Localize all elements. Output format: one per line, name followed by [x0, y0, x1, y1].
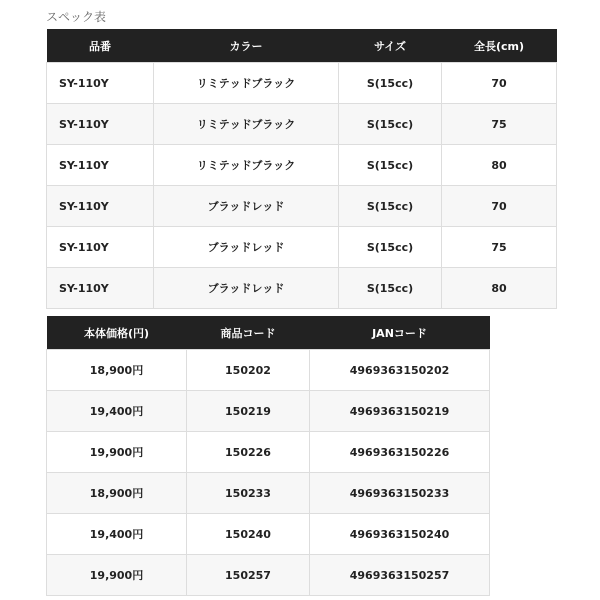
table-cell: 18,900円 — [47, 473, 187, 514]
table-cell: SY-110Y — [47, 268, 154, 309]
table-cell: 150226 — [187, 432, 310, 473]
column-header: 本体価格(円) — [47, 316, 187, 350]
table-row — [47, 391, 490, 432]
section-title: スペック表 — [46, 10, 107, 24]
table-cell: ブラッドレッド — [154, 186, 339, 227]
table-row — [47, 186, 557, 227]
table-row — [47, 63, 557, 104]
table-cell: 19,900円 — [47, 432, 187, 473]
table-row — [47, 104, 557, 145]
table-cell: S(15cc) — [339, 145, 442, 186]
column-header: 商品コード — [187, 316, 310, 350]
table-cell: 75 — [442, 227, 557, 268]
table-cell: 19,400円 — [47, 514, 187, 555]
table-cell: 4969363150257 — [310, 555, 490, 596]
table-row — [47, 555, 490, 596]
table-row — [47, 473, 490, 514]
table-cell: SY-110Y — [47, 186, 154, 227]
table-row — [47, 514, 490, 555]
table-row — [47, 268, 557, 309]
column-header: サイズ — [339, 29, 442, 63]
table-row — [47, 350, 490, 391]
table-cell: 80 — [442, 268, 557, 309]
table-cell: S(15cc) — [339, 186, 442, 227]
column-header: JANコード — [310, 316, 490, 350]
table-row — [47, 432, 490, 473]
price-table — [46, 316, 490, 596]
column-header: 全長(cm) — [442, 29, 557, 63]
table-cell: 75 — [442, 104, 557, 145]
table-cell: 4969363150226 — [310, 432, 490, 473]
table-cell: 19,900円 — [47, 555, 187, 596]
table-cell: SY-110Y — [47, 104, 154, 145]
table-cell: リミテッドブラック — [154, 63, 339, 104]
table-cell: 4969363150233 — [310, 473, 490, 514]
table-row — [47, 145, 557, 186]
table-cell: 150233 — [187, 473, 310, 514]
table-cell: 150202 — [187, 350, 310, 391]
table-cell: S(15cc) — [339, 227, 442, 268]
table-cell: ブラッドレッド — [154, 268, 339, 309]
table-cell: 4969363150219 — [310, 391, 490, 432]
column-header: カラー — [154, 29, 339, 63]
table-cell: 80 — [442, 145, 557, 186]
table-cell: 70 — [442, 186, 557, 227]
table-cell: 70 — [442, 63, 557, 104]
table-cell: 150219 — [187, 391, 310, 432]
table-cell: S(15cc) — [339, 268, 442, 309]
table-cell: S(15cc) — [339, 63, 442, 104]
table-row — [47, 227, 557, 268]
table-cell: ブラッドレッド — [154, 227, 339, 268]
table-cell: SY-110Y — [47, 63, 154, 104]
table-cell: 150257 — [187, 555, 310, 596]
table-cell: 18,900円 — [47, 350, 187, 391]
table-cell: 4969363150202 — [310, 350, 490, 391]
table-cell: SY-110Y — [47, 145, 154, 186]
table-cell: 19,400円 — [47, 391, 187, 432]
table-cell: 150240 — [187, 514, 310, 555]
table-cell: リミテッドブラック — [154, 145, 339, 186]
table-cell: リミテッドブラック — [154, 104, 339, 145]
table-cell: S(15cc) — [339, 104, 442, 145]
table-cell: SY-110Y — [47, 227, 154, 268]
spec-table — [46, 29, 557, 309]
table-cell: 4969363150240 — [310, 514, 490, 555]
column-header: 品番 — [47, 29, 154, 63]
